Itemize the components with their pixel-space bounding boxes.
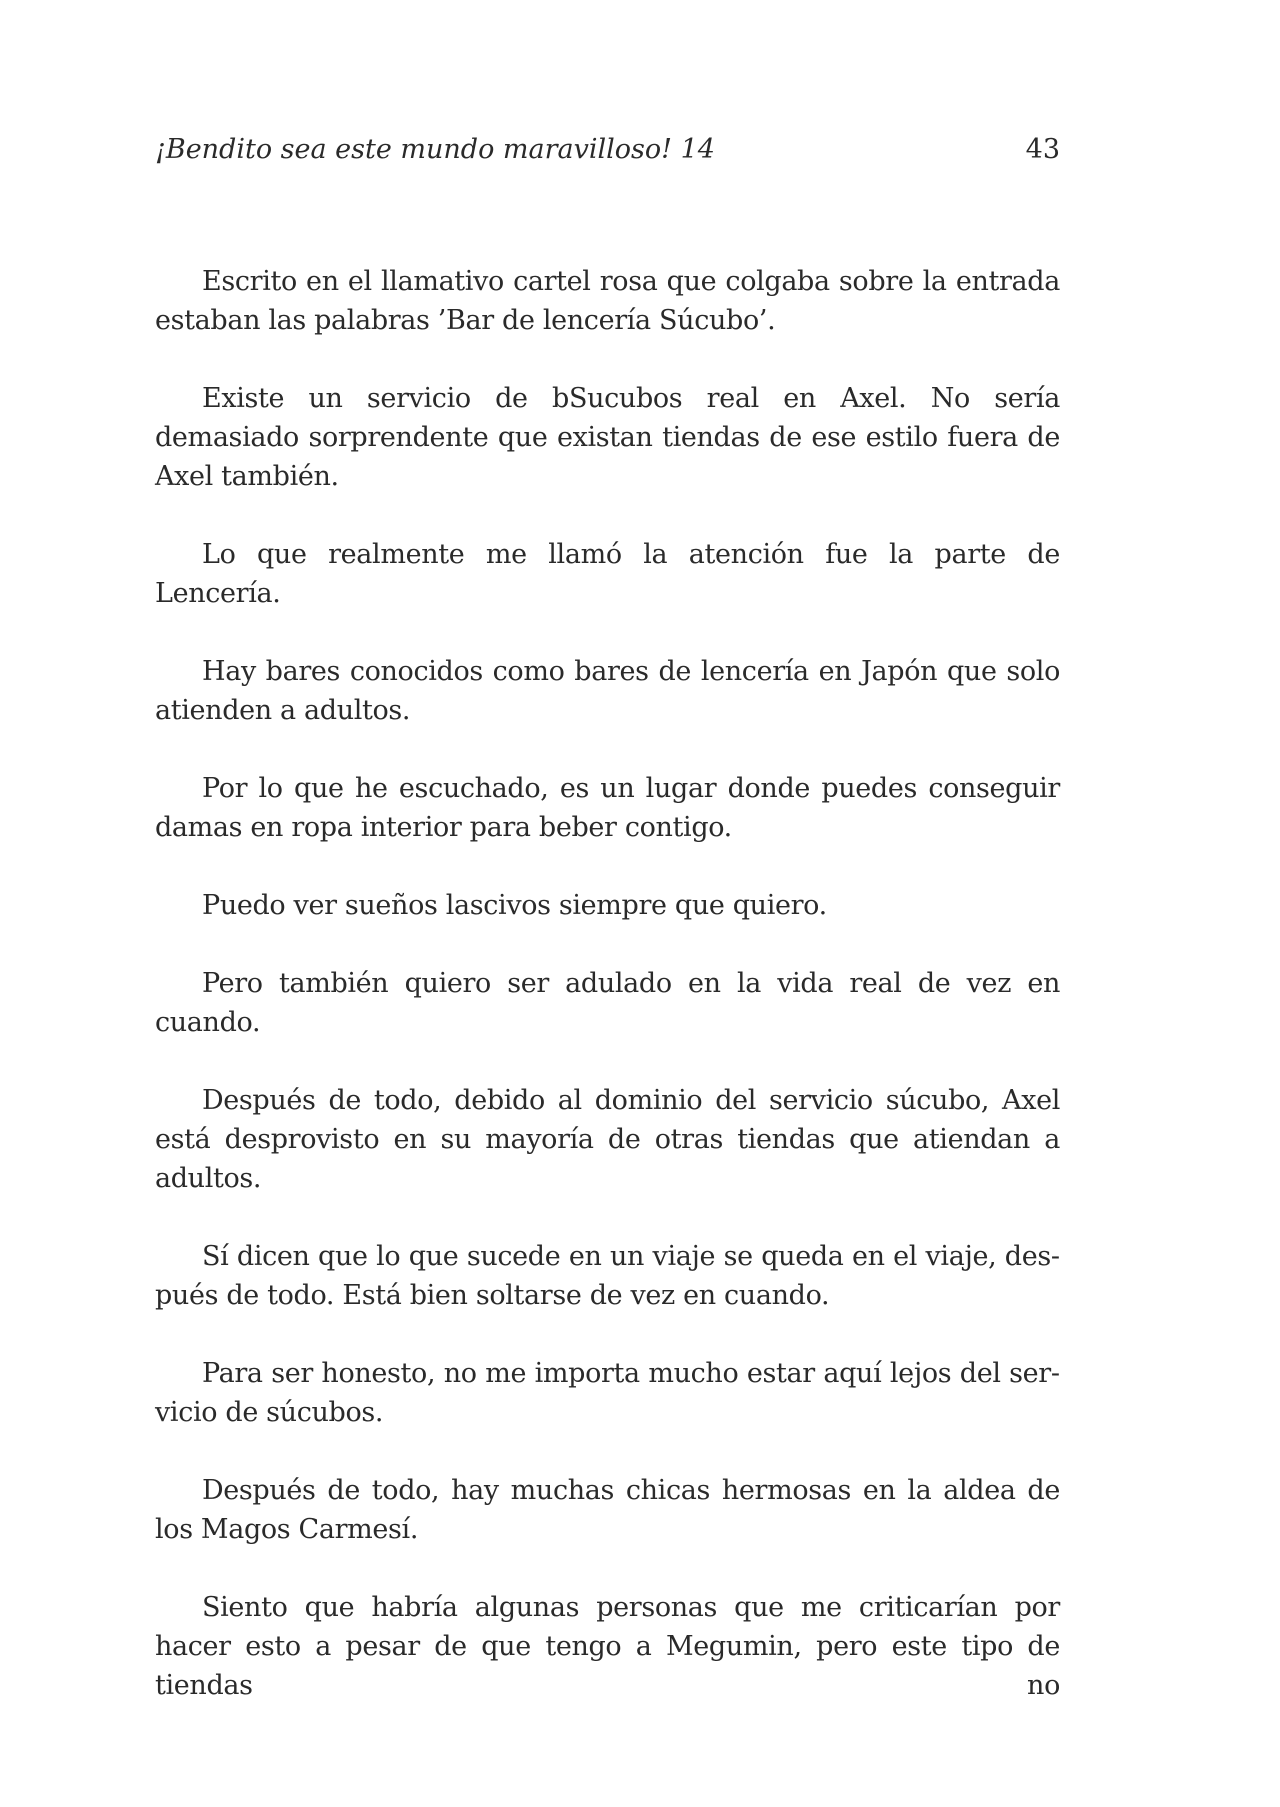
paragraph: Para ser honesto, no me importa mucho estar aquí lejos del servicio de súcubos.	[155, 1358, 1060, 1428]
paragraph: Puedo ver sueños lascivos siempre que quiero.	[202, 890, 827, 921]
paragraph: Por lo que he escuchado, es un lugar donde puedes conseguir damas en ropa interior para beber contigo.	[155, 773, 1060, 843]
paragraph: Siento que habría algunas personas que me criticarían por hacer esto a pesar de que tengo a Megumin, pero este tipo de tiendas no	[155, 1592, 1060, 1701]
running-title: ¡Bendito sea este mundo maravilloso! 14	[155, 134, 715, 165]
paragraph: Pero también quiero ser adulado en la vida real de vez en cuando.	[155, 968, 1060, 1038]
paragraph: Lo que realmente me llamó la atención fue la parte de Lencería.	[155, 539, 1060, 609]
paragraph: Hay bares conocidos como bares de lencería en Japón que solo atienden a adultos.	[155, 656, 1060, 726]
paragraph: Después de todo, debido al dominio del servicio súcubo, Axel está desprovisto en su mayoría de otras tiendas que atiendan a adultos.	[155, 1085, 1060, 1194]
book-page	[155, 0, 1060, 1807]
paragraph: Sí dicen que lo que sucede en un viaje se queda en el viaje, después de todo. Está bien soltarse de vez en cuando.	[155, 1241, 1060, 1311]
page-number: 43	[1025, 134, 1060, 165]
running-header	[155, 130, 1060, 170]
paragraph: Escrito en el llamativo cartel rosa que colgaba sobre la entrada estaban las palabras ’Bar de lencería Súcubo’.	[155, 266, 1060, 336]
paragraph: Después de todo, hay muchas chicas hermosas en la aldea de los Magos Carmesí.	[155, 1475, 1060, 1545]
paragraph: Existe un servicio de bSucubos real en Axel. No sería demasiado sorprendente que existan tiendas de ese estilo fuera de Axel también.	[155, 383, 1060, 492]
body-text	[155, 262, 1060, 1705]
